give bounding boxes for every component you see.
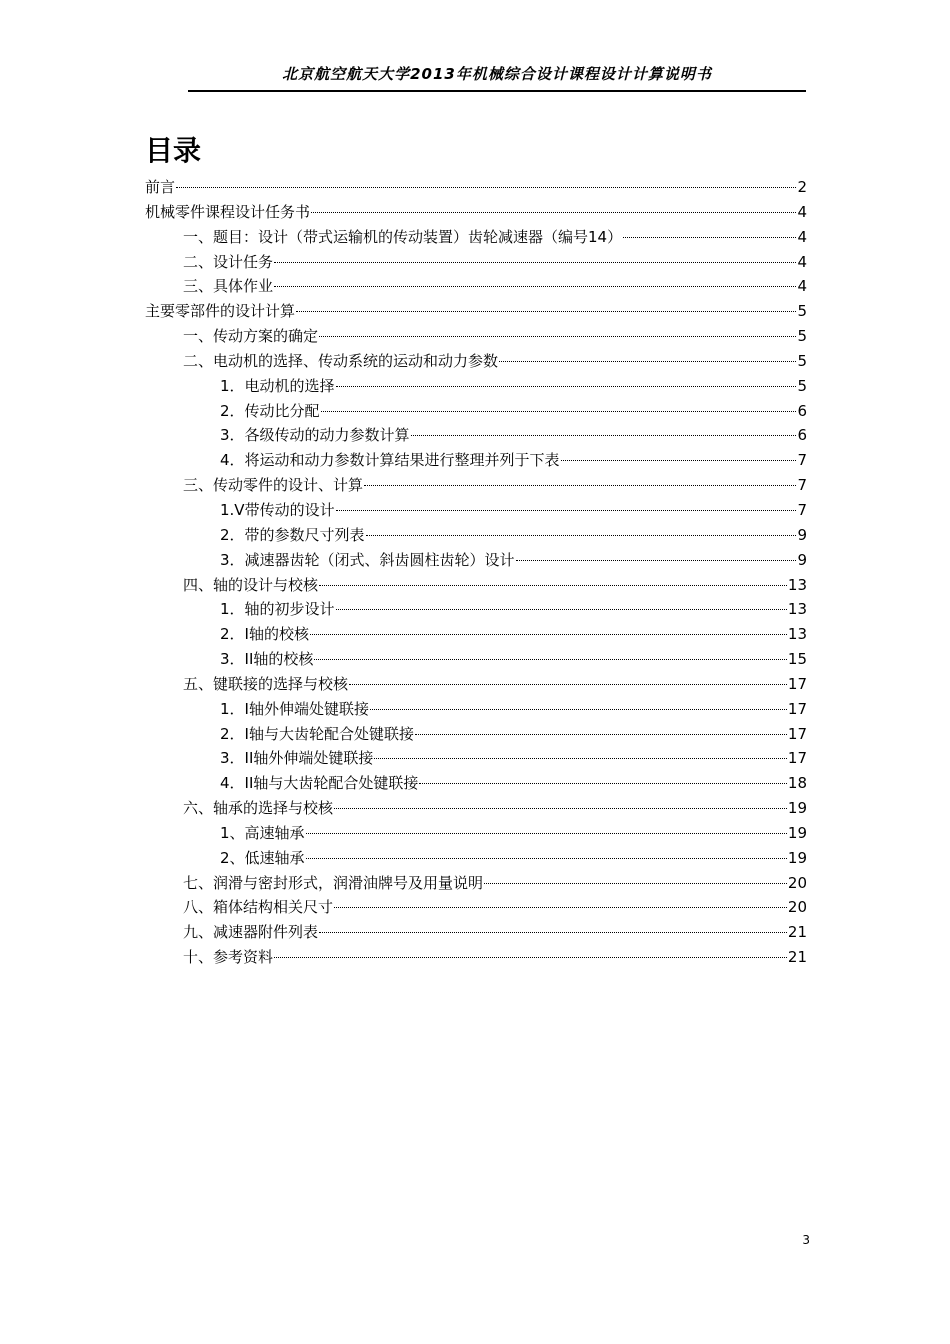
toc-entry[interactable]	[145, 548, 807, 573]
header-rule	[188, 90, 806, 92]
toc-dot-leader	[306, 858, 787, 859]
toc-dot-leader	[336, 386, 797, 387]
table-of-contents	[145, 175, 807, 970]
toc-entry[interactable]	[145, 796, 807, 821]
toc-dot-leader	[561, 460, 797, 461]
toc-dot-leader	[319, 585, 787, 586]
toc-dot-leader	[176, 187, 796, 188]
toc-entry-page: 13	[787, 600, 807, 619]
toc-entry-page: 15	[787, 650, 807, 669]
toc-entry[interactable]	[145, 175, 807, 200]
toc-entry-page: 4	[797, 277, 807, 296]
toc-entry-text: 二、电动机的选择、传动系统的运动和动力参数	[183, 351, 499, 370]
toc-dot-leader	[499, 361, 796, 362]
toc-entry-page: 9	[797, 550, 807, 569]
toc-entry-page: 20	[787, 898, 807, 917]
toc-entry-text: 3．各级传动的动力参数计算	[220, 426, 410, 445]
toc-dot-leader	[623, 237, 796, 238]
toc-entry[interactable]	[145, 895, 807, 920]
toc-dot-leader	[321, 411, 797, 412]
toc-entry-text: 4．II轴与大齿轮配合处键联接	[220, 774, 419, 793]
toc-dot-leader	[274, 286, 796, 287]
toc-entry-text: 四、轴的设计与校核	[183, 575, 319, 594]
running-header: 北京航空航天大学2013年机械综合设计课程设计计算说明书	[282, 65, 712, 83]
toc-dot-leader	[349, 684, 787, 685]
toc-entry-text: 一、题目：设计（带式运输机的传动装置）齿轮减速器（编号14）	[183, 227, 623, 246]
toc-entry[interactable]	[145, 399, 807, 424]
toc-entry[interactable]	[145, 299, 807, 324]
toc-entry-page: 18	[787, 774, 807, 793]
toc-dot-leader	[415, 734, 787, 735]
toc-title: 目录	[145, 134, 202, 167]
toc-entry-page: 21	[787, 948, 807, 967]
toc-entry-text: 主要零部件的设计计算	[145, 302, 296, 321]
toc-entry-text: 一、传动方案的确定	[183, 327, 319, 346]
toc-entry-page: 7	[797, 500, 807, 519]
toc-entry[interactable]	[145, 945, 807, 970]
toc-entry[interactable]	[145, 274, 807, 299]
toc-entry[interactable]	[145, 523, 807, 548]
toc-entry-text: 2．带的参数尺寸列表	[220, 525, 365, 544]
toc-entry-text: 机械零件课程设计任务书	[145, 202, 311, 221]
toc-entry-page: 5	[797, 351, 807, 370]
toc-entry-text: 三、传动零件的设计、计算	[183, 476, 364, 495]
toc-entry-page: 4	[797, 227, 807, 246]
toc-entry-page: 17	[787, 699, 807, 718]
toc-dot-leader	[274, 262, 796, 263]
toc-dot-leader	[310, 634, 787, 635]
toc-entry-text: 七、润滑与密封形式，润滑油牌号及用量说明	[183, 873, 484, 892]
toc-entry-text: 3．II轴的校核	[220, 650, 314, 669]
toc-entry-text: 前言	[145, 178, 176, 196]
toc-entry-page: 2	[797, 178, 807, 196]
toc-entry[interactable]	[145, 200, 807, 225]
toc-entry[interactable]	[145, 573, 807, 598]
toc-entry-page: 7	[797, 451, 807, 470]
toc-entry-text: 二、设计任务	[183, 252, 274, 271]
toc-entry-text: 九、减速器附件列表	[183, 923, 319, 942]
toc-entry-text: 1.V带传动的设计	[220, 500, 335, 519]
toc-entry-page: 4	[797, 252, 807, 271]
toc-entry[interactable]	[145, 871, 807, 896]
toc-dot-leader	[370, 709, 787, 710]
toc-entry-page: 19	[787, 799, 807, 818]
toc-entry-page: 19	[787, 848, 807, 867]
toc-entry[interactable]	[145, 473, 807, 498]
toc-entry-page: 6	[797, 401, 807, 420]
toc-dot-leader	[364, 485, 796, 486]
toc-entry[interactable]	[145, 771, 807, 796]
toc-entry-page: 4	[797, 202, 807, 221]
toc-entry[interactable]	[145, 846, 807, 871]
toc-entry[interactable]	[145, 821, 807, 846]
toc-dot-leader	[334, 808, 787, 809]
toc-entry-text: 八、箱体结构相关尺寸	[183, 898, 334, 917]
toc-dot-leader	[366, 535, 797, 536]
toc-entry-text: 2．I轴的校核	[220, 625, 309, 644]
toc-dot-leader	[411, 435, 797, 436]
toc-dot-leader	[336, 510, 797, 511]
toc-entry-text: 三、具体作业	[183, 277, 274, 296]
toc-entry-text: 4．将运动和动力参数计算结果进行整理并列于下表	[220, 451, 560, 470]
page-number: 3	[802, 1233, 810, 1247]
toc-entry-page: 17	[787, 674, 807, 693]
toc-entry-text: 十、参考资料	[183, 948, 274, 967]
toc-entry-text: 3．II轴外伸端处键联接	[220, 749, 374, 768]
toc-entry-page: 13	[787, 575, 807, 594]
toc-dot-leader	[419, 783, 787, 784]
toc-entry-text: 六、轴承的选择与校核	[183, 799, 334, 818]
toc-entry[interactable]	[145, 672, 807, 697]
toc-entry-page: 5	[797, 327, 807, 346]
toc-entry[interactable]	[145, 225, 807, 250]
toc-dot-leader	[306, 833, 787, 834]
toc-entry[interactable]	[145, 746, 807, 771]
toc-entry-page: 5	[797, 376, 807, 395]
toc-entry-text: 3．减速器齿轮（闭式、斜齿圆柱齿轮）设计	[220, 550, 515, 569]
toc-dot-leader	[336, 609, 787, 610]
toc-entry[interactable]	[145, 374, 807, 399]
toc-entry-text: 五、键联接的选择与校核	[183, 674, 349, 693]
toc-entry[interactable]	[145, 423, 807, 448]
toc-entry-page: 17	[787, 749, 807, 768]
toc-entry-text: 1．电动机的选择	[220, 376, 335, 395]
toc-entry-page: 6	[797, 426, 807, 445]
toc-entry-text: 1．轴的初步设计	[220, 600, 335, 619]
toc-dot-leader	[319, 336, 796, 337]
toc-entry[interactable]	[145, 448, 807, 473]
toc-entry[interactable]	[145, 597, 807, 622]
toc-dot-leader	[516, 560, 797, 561]
toc-dot-leader	[484, 883, 787, 884]
toc-entry-page: 9	[797, 525, 807, 544]
toc-entry-text: 1．I轴外伸端处键联接	[220, 699, 369, 718]
toc-entry[interactable]	[145, 697, 807, 722]
toc-dot-leader	[314, 659, 787, 660]
toc-dot-leader	[274, 957, 787, 958]
toc-entry[interactable]	[145, 622, 807, 647]
toc-entry[interactable]	[145, 250, 807, 275]
toc-entry-text: 1、高速轴承	[220, 823, 305, 842]
toc-entry[interactable]	[145, 324, 807, 349]
toc-dot-leader	[334, 907, 787, 908]
toc-entry-page: 19	[787, 823, 807, 842]
toc-entry-page: 5	[797, 302, 807, 321]
toc-entry[interactable]	[145, 920, 807, 945]
toc-entry-page: 20	[787, 873, 807, 892]
toc-entry-page: 21	[787, 923, 807, 942]
toc-dot-leader	[311, 212, 796, 213]
toc-entry-page: 17	[787, 724, 807, 743]
toc-entry-text: 2．传动比分配	[220, 401, 320, 420]
toc-entry[interactable]	[145, 722, 807, 747]
toc-dot-leader	[296, 311, 796, 312]
toc-entry[interactable]	[145, 647, 807, 672]
toc-entry[interactable]	[145, 498, 807, 523]
toc-dot-leader	[374, 758, 787, 759]
toc-entry-text: 2．I轴与大齿轮配合处键联接	[220, 724, 414, 743]
toc-entry-text: 2、低速轴承	[220, 848, 305, 867]
toc-entry-page: 13	[787, 625, 807, 644]
toc-dot-leader	[319, 932, 787, 933]
toc-entry-page: 7	[797, 476, 807, 495]
toc-entry[interactable]	[145, 349, 807, 374]
